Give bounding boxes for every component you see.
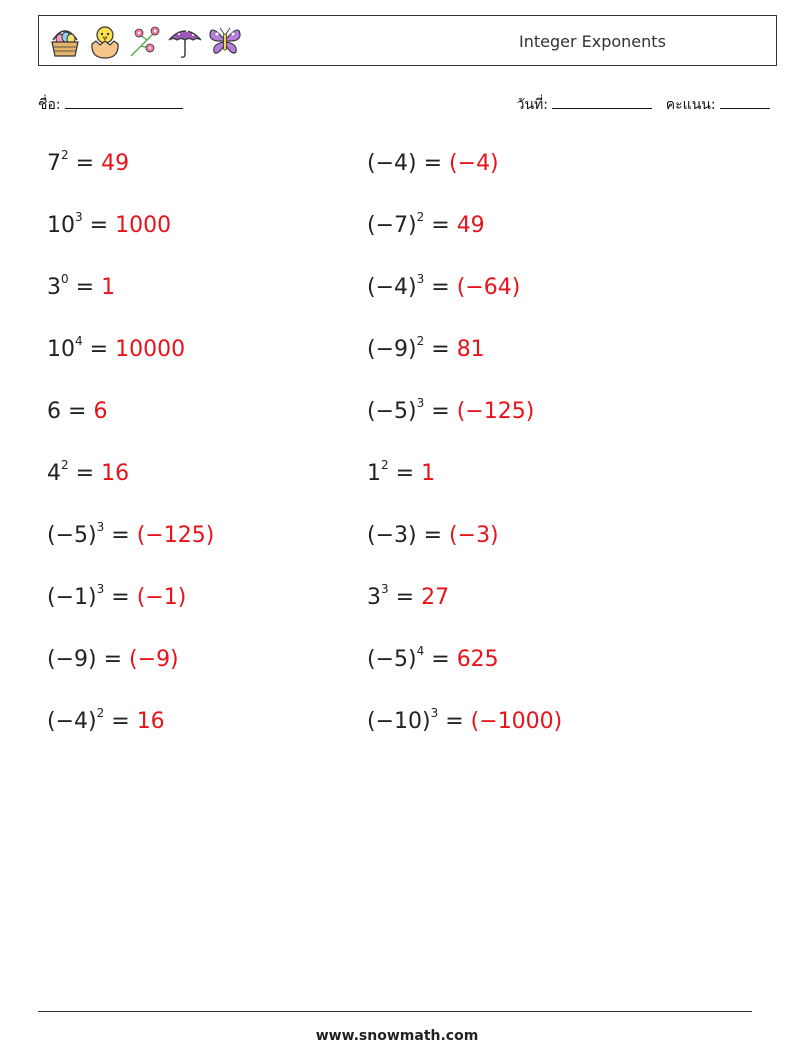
worksheet-header bbox=[38, 15, 777, 66]
problem-exponent: 4 bbox=[416, 643, 425, 658]
problem-answer: 49 bbox=[456, 213, 485, 238]
problem-item bbox=[367, 395, 535, 425]
equals-sign: = bbox=[423, 523, 443, 548]
equals-sign: = bbox=[75, 461, 95, 486]
problem-exponent: 2 bbox=[61, 147, 69, 162]
problem-item bbox=[47, 457, 130, 487]
worksheet-title: Integer Exponents bbox=[519, 32, 666, 51]
equals-sign: = bbox=[89, 337, 109, 362]
score-label: คะแนน: bbox=[665, 97, 716, 113]
equals-sign: = bbox=[395, 461, 415, 486]
equals-sign: = bbox=[431, 275, 450, 300]
problem-answer: 1 bbox=[101, 275, 116, 300]
problem-answer: (−3) bbox=[449, 523, 499, 548]
problem-exponent: 4 bbox=[75, 333, 83, 348]
problem-item bbox=[367, 457, 436, 487]
problem-exponent: 2 bbox=[416, 209, 425, 224]
problem-base: (−1) bbox=[47, 585, 97, 610]
problem-answer: (−125) bbox=[456, 399, 535, 424]
problem-answer: (−125) bbox=[136, 523, 215, 548]
equals-sign: = bbox=[431, 213, 450, 238]
problem-answer: 27 bbox=[421, 585, 450, 610]
equals-sign: = bbox=[111, 709, 130, 734]
umbrella-icon bbox=[167, 22, 203, 60]
problem-base: 3 bbox=[367, 585, 381, 610]
problem-exponent: 3 bbox=[416, 271, 425, 286]
equals-sign: = bbox=[431, 647, 450, 672]
problem-item bbox=[367, 523, 499, 549]
problem-base: 4 bbox=[47, 461, 61, 486]
problem-exponent: 3 bbox=[75, 209, 83, 224]
problem-item bbox=[47, 271, 116, 301]
problem-answer: (−4) bbox=[449, 151, 499, 176]
equals-sign: = bbox=[75, 151, 95, 176]
score-blank[interactable] bbox=[720, 96, 770, 109]
problem-answer: (−1) bbox=[136, 585, 187, 610]
problem-answer: 1 bbox=[421, 461, 436, 486]
problem-base: 1 bbox=[367, 461, 381, 486]
problem-exponent: 0 bbox=[61, 271, 69, 286]
problem-item bbox=[367, 705, 563, 735]
problem-answer: (−64) bbox=[456, 275, 521, 300]
problem-answer: 16 bbox=[101, 461, 130, 486]
equals-sign: = bbox=[103, 647, 123, 672]
problem-exponent: 3 bbox=[430, 705, 439, 720]
problem-base: (−4) bbox=[367, 275, 417, 300]
problem-base: 6 bbox=[47, 399, 61, 424]
problem-item bbox=[47, 647, 179, 673]
problem-answer: 49 bbox=[101, 151, 130, 176]
problem-item bbox=[367, 209, 485, 239]
problem-answer: 6 bbox=[93, 399, 108, 424]
problem-base: (−4) bbox=[367, 151, 417, 176]
problem-base: (−5) bbox=[47, 523, 97, 548]
problem-item bbox=[47, 399, 107, 425]
problem-base: (−3) bbox=[367, 523, 417, 548]
equals-sign: = bbox=[75, 275, 95, 300]
problem-exponent: 2 bbox=[61, 457, 69, 472]
problem-answer: 1000 bbox=[115, 213, 172, 238]
problem-base: 10 bbox=[47, 337, 75, 362]
problem-exponent: 2 bbox=[381, 457, 389, 472]
problem-item bbox=[47, 705, 165, 735]
problem-item bbox=[47, 209, 172, 239]
problem-item bbox=[47, 519, 215, 549]
easter-basket-icon bbox=[47, 22, 83, 60]
equals-sign: = bbox=[68, 399, 87, 424]
problem-answer: 10000 bbox=[115, 337, 186, 362]
footer-divider bbox=[38, 1011, 752, 1012]
problem-item bbox=[367, 333, 485, 363]
problem-exponent: 3 bbox=[381, 581, 389, 596]
problem-exponent: 3 bbox=[416, 395, 425, 410]
problem-base: (−9) bbox=[47, 647, 97, 672]
equals-sign: = bbox=[445, 709, 464, 734]
name-label: ชื่อ: bbox=[38, 97, 61, 113]
problem-item bbox=[367, 271, 521, 301]
footer-website: www.snowmath.com bbox=[315, 1028, 479, 1044]
equals-sign: = bbox=[111, 523, 130, 548]
problem-base: 7 bbox=[47, 151, 61, 176]
equals-sign: = bbox=[431, 399, 450, 424]
problem-base: 10 bbox=[47, 213, 75, 238]
name-blank[interactable] bbox=[65, 96, 183, 109]
problem-base: 3 bbox=[47, 275, 61, 300]
problem-answer: (−1000) bbox=[470, 709, 563, 734]
chick-in-egg-icon bbox=[87, 22, 123, 60]
header-icons bbox=[47, 22, 243, 60]
problem-answer: (−9) bbox=[129, 647, 179, 672]
problem-base: (−5) bbox=[367, 647, 417, 672]
problem-exponent: 2 bbox=[416, 333, 425, 348]
problem-base: (−4) bbox=[47, 709, 97, 734]
equals-sign: = bbox=[431, 337, 450, 362]
problem-base: (−9) bbox=[367, 337, 417, 362]
problem-exponent: 3 bbox=[96, 581, 105, 596]
equals-sign: = bbox=[395, 585, 415, 610]
problem-exponent: 3 bbox=[96, 519, 105, 534]
problem-answer: 81 bbox=[456, 337, 485, 362]
equals-sign: = bbox=[89, 213, 109, 238]
problem-answer: 625 bbox=[456, 647, 499, 672]
problem-item bbox=[47, 147, 130, 177]
problem-item bbox=[47, 333, 186, 363]
date-label: วันที่: bbox=[516, 97, 548, 113]
problem-item bbox=[47, 581, 187, 611]
problem-item bbox=[367, 151, 499, 177]
problem-base: (−10) bbox=[367, 709, 431, 734]
butterfly-icon bbox=[207, 22, 243, 60]
problem-base: (−5) bbox=[367, 399, 417, 424]
problem-exponent: 2 bbox=[96, 705, 105, 720]
name-field bbox=[38, 94, 183, 116]
problem-base: (−7) bbox=[367, 213, 417, 238]
flower-branch-icon bbox=[127, 22, 163, 60]
equals-sign: = bbox=[423, 151, 443, 176]
date-blank[interactable] bbox=[552, 96, 652, 109]
problem-answer: 16 bbox=[136, 709, 165, 734]
date-score-fields bbox=[517, 94, 770, 116]
problem-item bbox=[367, 643, 499, 673]
problem-item bbox=[367, 581, 450, 611]
equals-sign: = bbox=[111, 585, 130, 610]
